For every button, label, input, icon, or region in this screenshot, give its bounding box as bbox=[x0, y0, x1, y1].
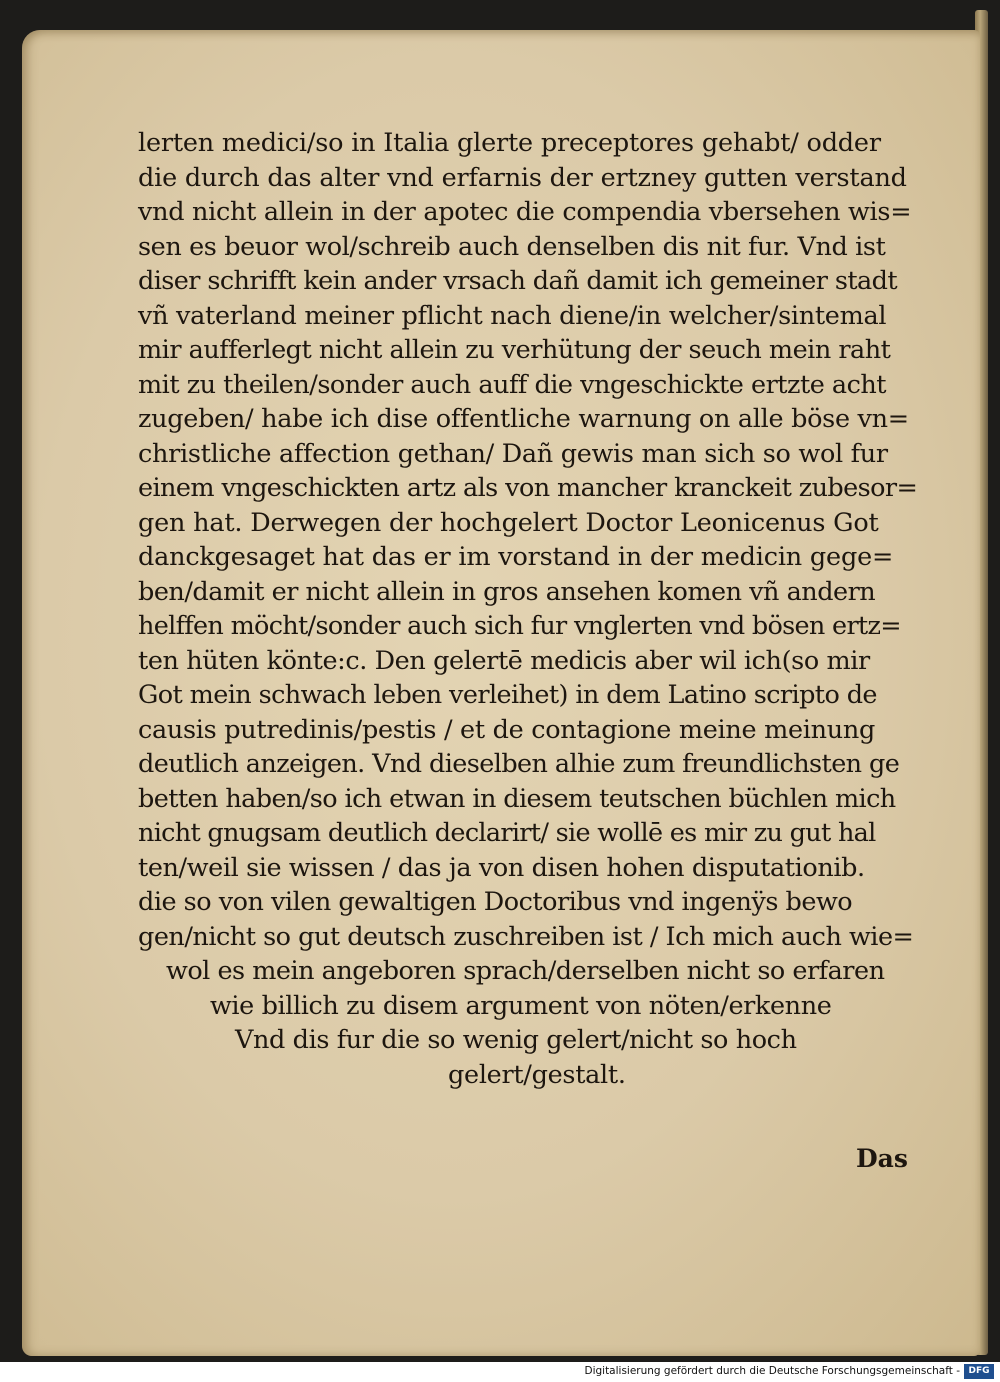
text-line: einem vngeschickten artz als von mancher kranckeit zubesor= bbox=[138, 473, 918, 503]
text-line: danckgesaget hat das er im vorstand in der medicin gege= bbox=[138, 542, 894, 572]
text-line: die durch das alter vnd erfarnis der ertzney gutten verstand bbox=[138, 162, 907, 193]
text-line: nicht gnugsam deutlich declarirt/ sie wollē es mir zu gut hal bbox=[138, 818, 876, 848]
text-line: christliche affection gethan/ Dañ gewis man sich so wol fur bbox=[138, 438, 888, 469]
text-line: deutlich anzeigen. Vnd dieselben alhie zum freundlichsten ge bbox=[138, 749, 900, 779]
text-line: sen es beuor wol/schreib auch denselben dis nit fur. Vnd ist bbox=[138, 231, 886, 262]
text-line: Got mein schwach leben verleihet) in dem Latino scripto de bbox=[138, 680, 877, 710]
text-line: vnd nicht allein in der apotec die compendia vbersehen wis= bbox=[138, 197, 912, 227]
text-line: diser schrifft kein ander vrsach dañ damit ich gemeiner stadt bbox=[138, 266, 897, 296]
text-line: gen/nicht so gut deutsch zuschreiben ist / Ich mich auch wie= bbox=[138, 921, 914, 952]
credit-text: Digitalisierung gefördert durch die Deutsche Forschungsgemeinschaft - bbox=[584, 1365, 960, 1377]
text-line: helffen möcht/sonder auch sich fur vnglerten vnd bösen ertz= bbox=[138, 611, 901, 641]
text-line: gelert/gestalt. bbox=[448, 1059, 626, 1090]
text-line: ben/damit er nicht allein in gros ansehen komen vñ andern bbox=[138, 576, 876, 607]
text-line: die so von vilen gewaltigen Doctoribus vnd ingenÿs bewo bbox=[138, 887, 853, 917]
body-text bbox=[138, 126, 928, 1092]
catchword: Das bbox=[856, 1144, 908, 1173]
text-line: mit zu theilen/sonder auch auff die vngeschickte ertzte acht bbox=[138, 369, 887, 400]
text-line: ten/weil sie wissen / das ja von disen hohen disputationib. bbox=[138, 852, 865, 883]
text-line: gen hat. Derwegen der hochgelert Doctor Leonicenus Got bbox=[138, 507, 879, 538]
text-line: lerten medici/so in Italia glerte preceptores gehabt/ odder bbox=[138, 128, 881, 158]
text-line: causis putredinis/pestis / et de contagione meine meinung bbox=[138, 714, 876, 745]
text-line: ten hüten könte:c. Den gelertē medicis aber wil ich(so mir bbox=[138, 645, 870, 676]
text-line: zugeben/ habe ich dise offentliche warnung on alle böse vn= bbox=[138, 404, 909, 434]
text-line: mir aufferlegt nicht allein zu verhütung der seuch mein raht bbox=[138, 335, 891, 365]
credit-bar bbox=[0, 1362, 1000, 1382]
dfg-logo: DFG bbox=[964, 1364, 994, 1379]
text-line: wie billich zu disem argument von nöten/erkenne bbox=[210, 990, 832, 1021]
text-line: vñ vaterland meiner pflicht nach diene/in welcher/sintemal bbox=[138, 300, 887, 331]
text-line: Vnd dis fur die so wenig gelert/nicht so hoch bbox=[235, 1025, 797, 1055]
text-line: betten haben/so ich etwan in diesem teutschen büchlen mich bbox=[138, 783, 896, 814]
text-line: wol es mein angeboren sprach/derselben nicht so erfaren bbox=[166, 956, 885, 986]
